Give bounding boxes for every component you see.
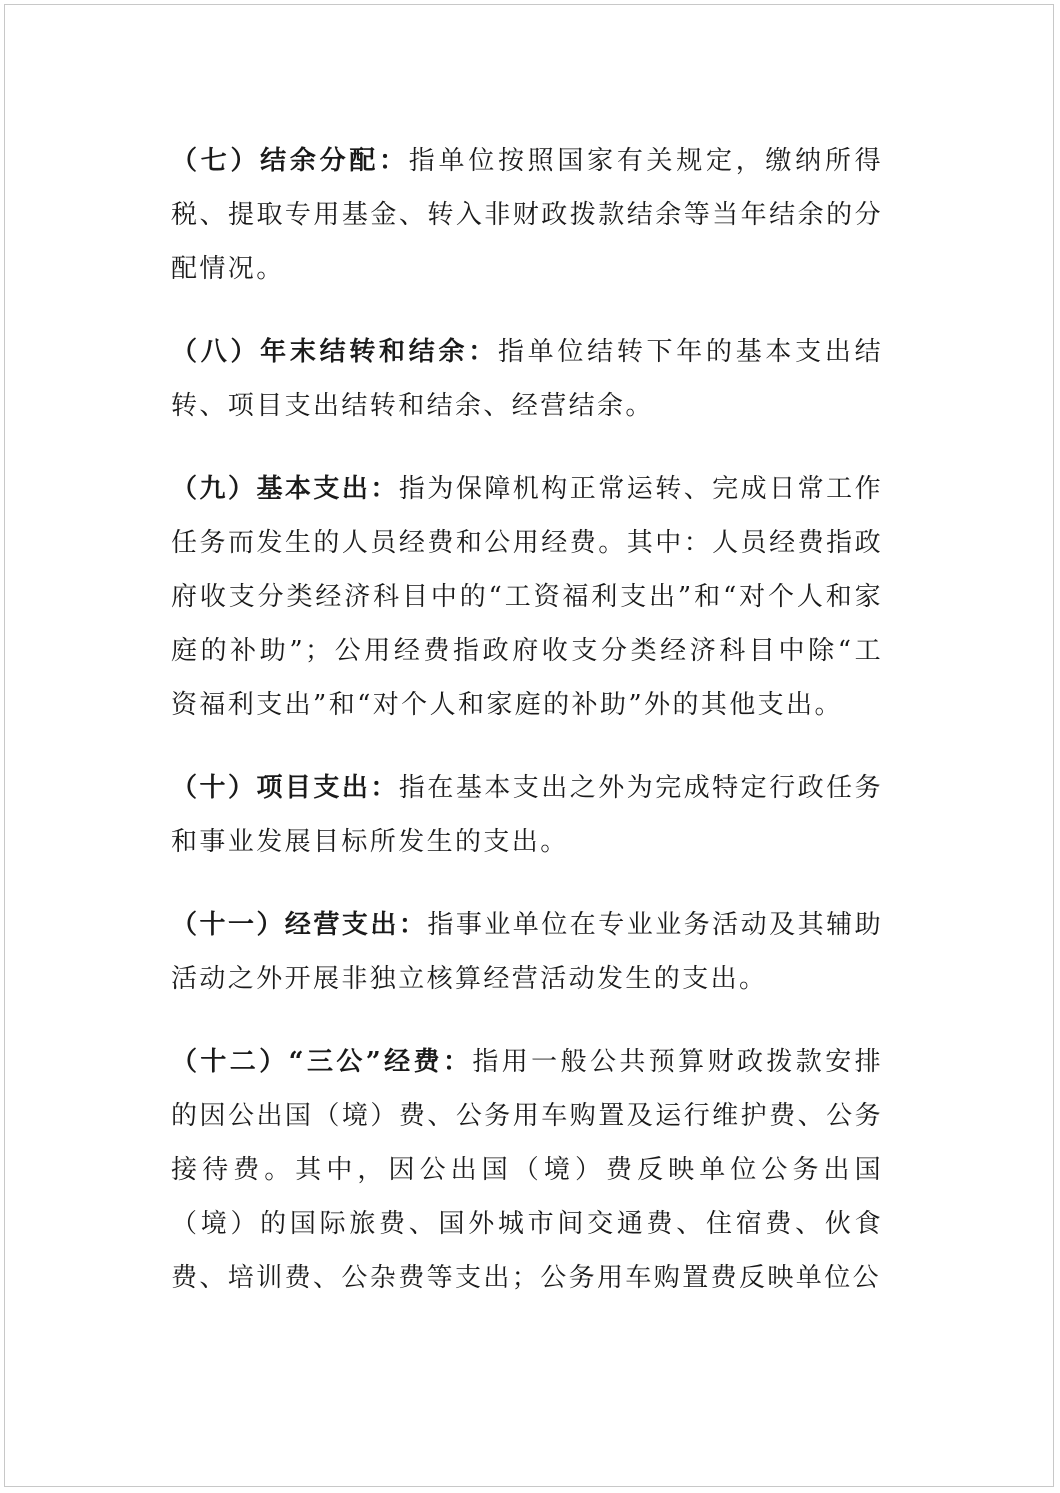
term-definition: 指单位结转下年的基本支出结转、项目支出结转和结余、经营结余。 [171,337,883,421]
term-label: （十二）“三公”经费： [171,1047,473,1077]
term-label: （十）项目支出： [171,773,399,803]
term-label: （九）基本支出： [171,474,399,504]
term-label: （十一）经营支出： [171,910,428,940]
paragraph-surplus-distribution [171,134,883,296]
term-label: （七）结余分配： [171,146,409,176]
paragraph-year-end-carryover [171,325,883,433]
paragraph-basic-expenditure [171,462,883,732]
paragraph-three-public-expenses [171,1035,883,1305]
term-definition: 指为保障机构正常运转、完成日常工作任务而发生的人员经费和公用经费。其中：人员经费指政府收支分类经济科目中的“工资福利支出”和“对个人和家庭的补助”；公用经费指政府收支分类经济科目中除“工资福利支出”和“对个人和家庭的补助”外的其他支出。 [171,474,883,720]
term-definition: 指在基本支出之外为完成特定行政任务和事业发展目标所发生的支出。 [171,773,883,857]
term-definition: 指单位按照国家有关规定，缴纳所得税、提取专用基金、转入非财政拨款结余等当年结余的分配情况。 [171,146,884,284]
document-page [4,4,1054,1487]
term-definition: 指用一般公共预算财政拨款安排的因公出国（境）费、公务用车购置及运行维护费、公务接待费。其中，因公出国（境）费反映单位公务出国（境）的国际旅费、国外城市间交通费、住宿费、伙食费、培训费、公杂费等支出；公务用车购置费反映单位公 [171,1047,884,1293]
term-definition: 指事业单位在专业业务活动及其辅助活动之外开展非独立核算经营活动发生的支出。 [171,910,884,994]
term-label: （八）年末结转和结余： [171,337,498,367]
document-body [171,134,883,1334]
paragraph-operating-expenditure [171,898,883,1006]
paragraph-project-expenditure [171,761,883,869]
